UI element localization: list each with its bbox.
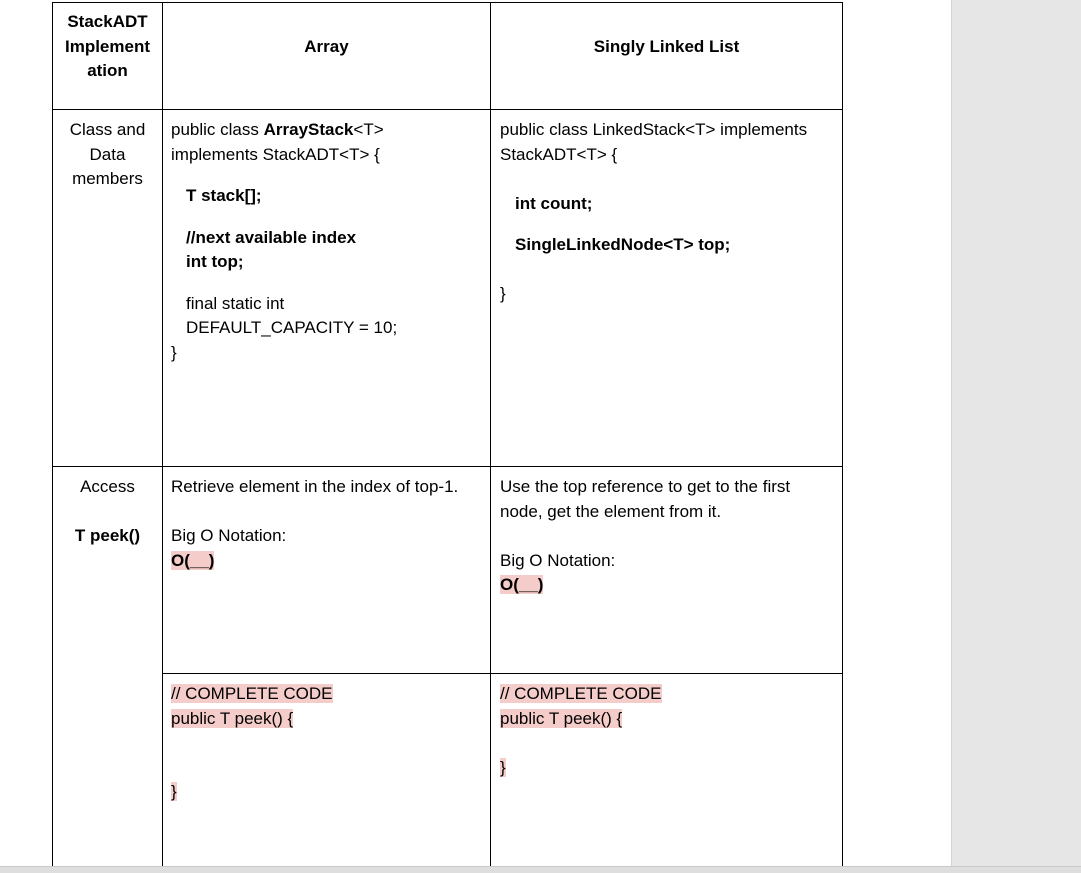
table-row-divider-1: [52, 109, 843, 110]
table-col-divider-2: [490, 2, 491, 866]
table-row-divider-2: [52, 466, 843, 467]
linked-class-definition: [500, 118, 840, 307]
array-field-stack: T stack[];: [186, 186, 262, 205]
array-code-close-brace: }: [171, 782, 177, 801]
array-access-cell: [171, 475, 489, 573]
array-access-description: Retrieve element in the index of top-1.: [171, 477, 459, 496]
linked-code-comment: // COMPLETE CODE: [500, 684, 662, 703]
row-label-access: [53, 475, 162, 549]
array-field-top: int top;: [186, 252, 244, 271]
table-border-top: [52, 2, 843, 3]
array-const-line2: DEFAULT_CAPACITY = 10;: [186, 318, 398, 337]
side-panel: [951, 0, 1081, 873]
array-class-decl-line1: [171, 118, 489, 143]
row-label-line: members: [72, 169, 143, 188]
array-code-signature: public T peek() {: [171, 708, 294, 728]
header-implementation-line: ation: [87, 61, 128, 80]
table-row-divider-3: [162, 673, 843, 674]
linked-code-signature: public T peek() {: [500, 708, 623, 728]
array-class-close-brace: }: [171, 342, 177, 362]
linked-class-decl-line1: public class LinkedStack<T> implements: [500, 120, 808, 139]
linked-field-top: SingleLinkedNode<T> top;: [515, 235, 731, 254]
status-bar: [0, 866, 1081, 873]
table-col-divider-1: [162, 2, 163, 866]
array-class-name: ArrayStack: [263, 120, 354, 139]
linked-access-cell: [500, 475, 840, 598]
row-label-method-peek: T peek(): [74, 526, 141, 545]
array-bigo-answer[interactable]: O(__): [171, 550, 215, 570]
linked-class-decl-line2: StackADT<T> {: [500, 144, 618, 164]
array-code-comment: // COMPLETE CODE: [171, 684, 333, 703]
row-label-class-data-members: [53, 118, 162, 192]
array-bigo-label: Big O Notation:: [171, 526, 287, 545]
linked-field-count: int count;: [515, 193, 593, 213]
array-comment-next-index: //next available index: [186, 227, 357, 247]
header-implementation-line: Implement: [64, 36, 151, 56]
linked-bigo-answer[interactable]: O(__): [500, 575, 544, 594]
array-decl-prefix: public class: [171, 120, 264, 139]
header-singly-linked-list: Singly Linked List: [593, 37, 740, 56]
linked-class-close-brace: }: [500, 284, 506, 303]
header-array: Array: [304, 37, 349, 56]
array-const-line1: final static int: [186, 293, 285, 313]
linked-access-description-line1: Use the top reference to get to the first: [500, 477, 791, 496]
row-label-line: Data: [89, 144, 126, 164]
table-border-right: [842, 2, 843, 866]
array-code-cell[interactable]: [171, 682, 489, 805]
header-implementation-line: StackADT: [67, 12, 148, 31]
linked-code-cell[interactable]: [500, 682, 840, 780]
linked-code-close-brace: }: [500, 757, 506, 777]
linked-access-description-line2: node, get the element from it.: [500, 501, 722, 521]
header-implementation: [53, 10, 162, 84]
array-class-definition: [171, 118, 489, 365]
array-decl-suffix: <T>: [353, 120, 384, 139]
array-class-decl-line2: implements StackADT<T> {: [171, 144, 380, 164]
row-label-access-text: Access: [80, 477, 135, 496]
row-label-line: Class and: [69, 120, 146, 139]
linked-bigo-label: Big O Notation:: [500, 550, 616, 570]
